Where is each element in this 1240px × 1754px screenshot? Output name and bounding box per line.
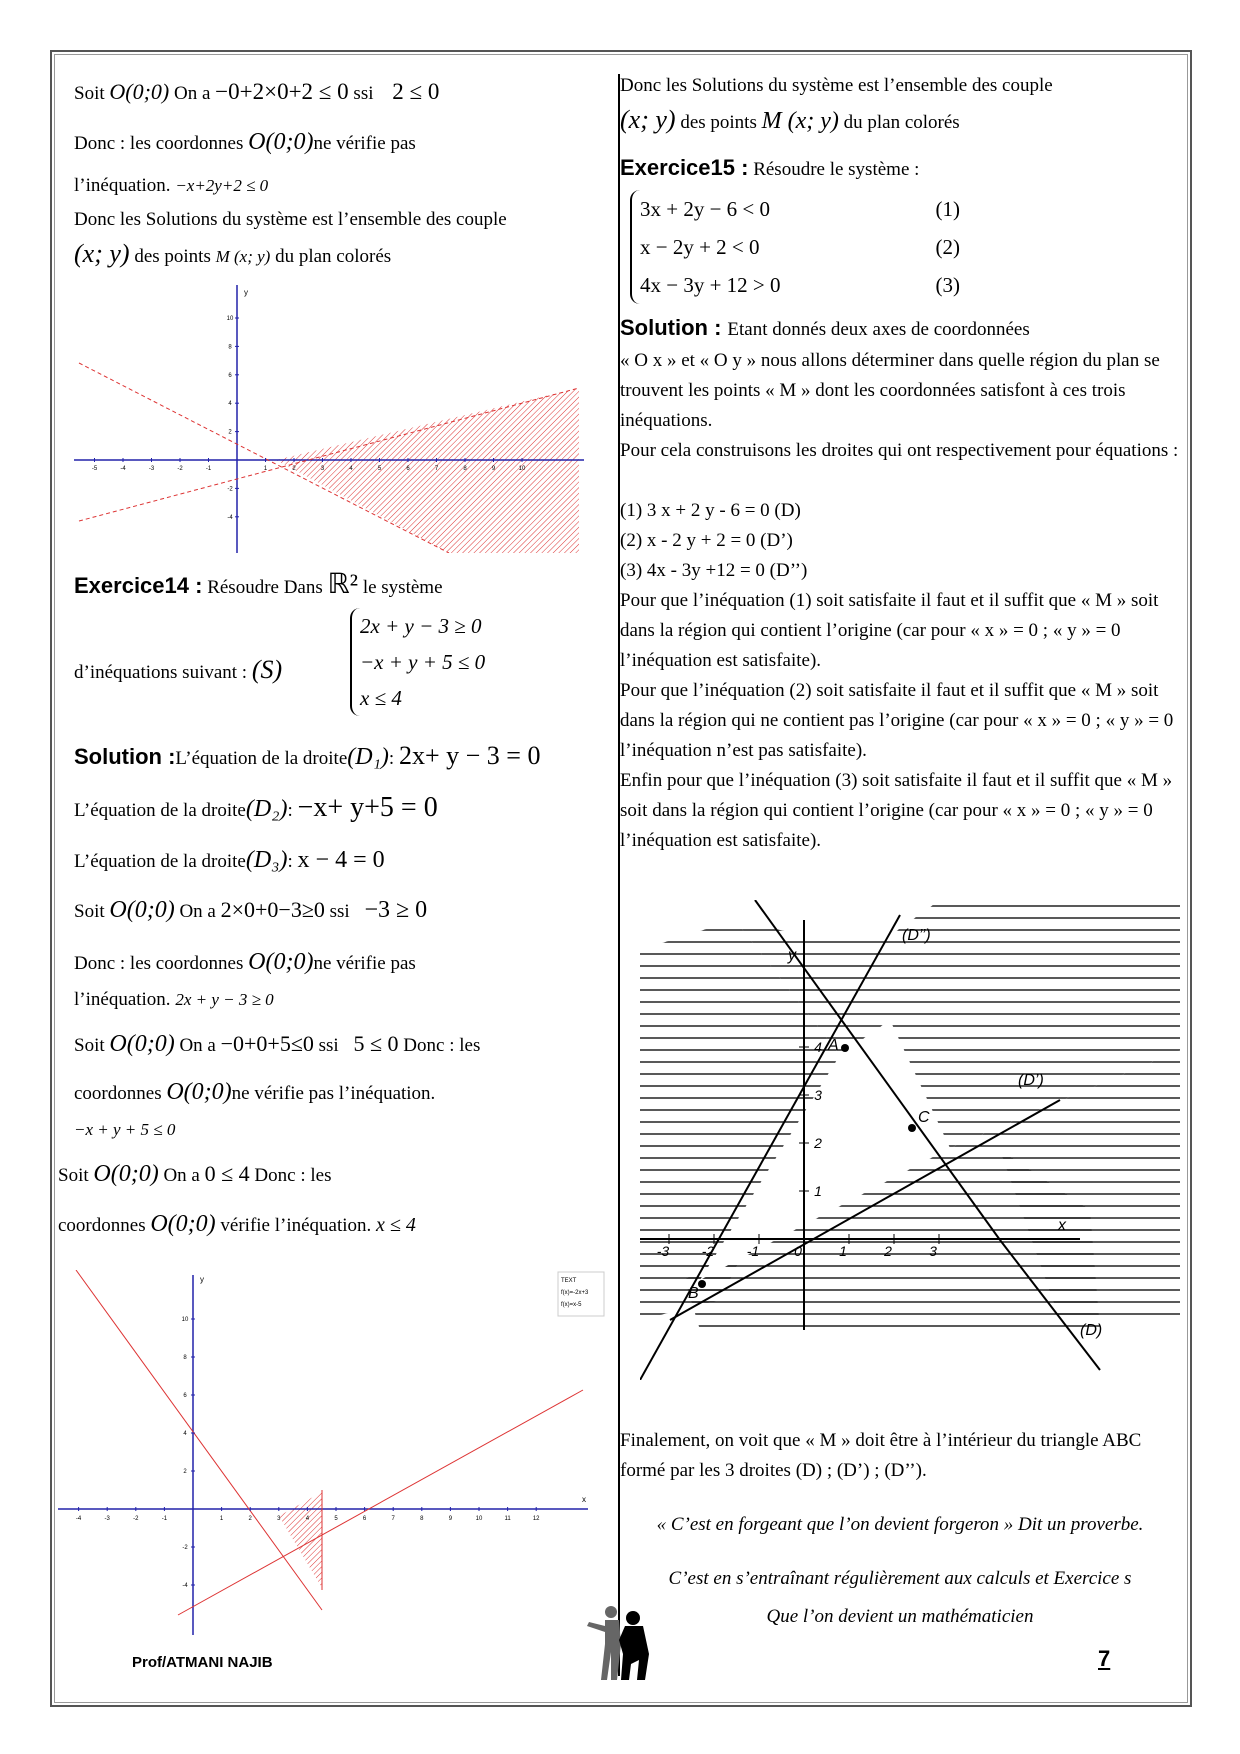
ex14-check2-ineq (74, 1118, 175, 1142)
page-number: 7 (1098, 1646, 1111, 1671)
math: −x + y + 5 ≤ 0 (74, 1120, 176, 1139)
text: On a (158, 1165, 205, 1186)
math: (S) (251, 655, 283, 684)
x-axis-label: x (1058, 1217, 1066, 1234)
x-tick-label: -4 (120, 466, 126, 472)
text: Donc : les coordonnes (74, 133, 249, 154)
final-conclusion: Finalement, on voit que « M » doit être à l’intérieur du triangle ABC formé par les 3 droites (D) ; (D’) ; (D’’). (620, 1430, 1142, 1481)
math: (x; y) (620, 105, 676, 134)
x-tick-label: -5 (91, 466, 98, 472)
solution-heading: Solution : (620, 315, 722, 340)
ex15-p2: Pour cela construisons les droites qui ont respectivement pour équations : (620, 440, 1179, 461)
solution-heading: Solution : (74, 744, 176, 769)
ex14-check2 (74, 1032, 480, 1058)
text: ssi (348, 83, 379, 104)
legend-item: TEXT (561, 1278, 577, 1284)
exercise-heading: Exercice14 : (74, 573, 203, 598)
system-num: (1) (935, 197, 960, 221)
text: L’équation de la droite (74, 800, 246, 821)
label-a: A (828, 1037, 839, 1054)
text: coordonnes (58, 1215, 151, 1236)
text: Donc : les coordonnes (74, 953, 249, 974)
text: ssi (313, 1035, 344, 1056)
y-tick-label: 10 (226, 316, 234, 322)
x-tick-label: 12 (532, 1516, 540, 1522)
math: 2x + y − 3 ≥ 0 (175, 990, 274, 1009)
silhouette-logo (585, 1604, 655, 1682)
quote-line1: « C’est en forgeant que l’on devient forgeron » Dit un proverbe. (656, 1514, 1144, 1535)
ex13-line1 (74, 80, 439, 106)
system-eq: 3x + 2y − 6 < 0 (640, 197, 771, 221)
ex14-system-label (74, 655, 283, 685)
ex14-sol-line1 (74, 741, 541, 771)
x-tick-label: -1 (161, 1516, 168, 1522)
text: ne vérifie pas l’inéquation. (231, 1083, 436, 1104)
math: O(0;0) (150, 1211, 216, 1237)
y-tick-label: -2 (227, 486, 233, 493)
y-tick-label: 6 (183, 1393, 187, 1399)
x-tick-label: 1 (219, 1516, 224, 1522)
ex13-right-line1: Donc les Solutions du système est l’ensemble des couple (620, 75, 1053, 96)
ex13-line2 (74, 130, 416, 156)
ex14-check1-conc (74, 950, 416, 976)
math: (D₁) (347, 744, 389, 770)
x-tick-label: 9 (491, 466, 496, 472)
x-tick-label: 7 (391, 1516, 395, 1522)
x-tick-label: -1 (205, 466, 212, 472)
math: O(0;0) (109, 1031, 175, 1057)
x-tick-label: 2 (292, 466, 296, 472)
ex13-line3 (74, 174, 268, 198)
y-tick-label: 6 (228, 372, 232, 379)
ex15-solution-line (620, 316, 1030, 342)
text: Soit (74, 901, 110, 922)
legend-item: f(x)=-2x+3 (561, 1290, 589, 1296)
x-tick-label: 2 (248, 1516, 252, 1522)
ex14-check2-conc (74, 1080, 435, 1106)
ex14-check1 (74, 898, 427, 924)
y-tick-label: 4 (228, 401, 232, 408)
label-b: B (688, 1285, 699, 1302)
y-tick-label: 2 (183, 1469, 187, 1475)
math: −x+ y+5 = 0 (297, 792, 438, 823)
ex13-line5 (74, 239, 392, 269)
math: −0+0+5≤0 (220, 1031, 314, 1056)
ex15-system (630, 190, 960, 304)
x-tick-label: -2 (701, 1243, 715, 1259)
system-line: x ≤ 4 (360, 686, 402, 710)
text: Donc : les (249, 1165, 332, 1186)
y-tick-label: -4 (182, 1583, 188, 1589)
text: Résoudre Dans (202, 577, 328, 598)
solution-region (279, 1492, 322, 1588)
graph-ex13 (74, 285, 590, 553)
math: ℝ² (327, 569, 359, 600)
math: −x+2y+2 ≤ 0 (175, 176, 269, 195)
legend-item: f(x)=x-5 (561, 1302, 582, 1308)
text: ssi (324, 901, 355, 922)
text: Soit (74, 83, 110, 104)
x-tick-label: -4 (75, 1516, 82, 1522)
text: L’équation de la droite (74, 851, 246, 872)
quote-line2: C’est en s’entraînant régulièrement aux calculs et Exercice s (668, 1568, 1132, 1589)
ex13-line4: Donc les Solutions du système est l’ensemble des couple (74, 209, 507, 230)
ex14-sol-line2 (74, 792, 438, 823)
x-tick-label: 8 (463, 466, 467, 472)
system-line: −x + y + 5 ≤ 0 (360, 650, 486, 674)
x-tick-label: 8 (420, 1516, 424, 1522)
x-tick-label: -2 (133, 1516, 139, 1522)
x-tick-label: 5 (334, 1516, 338, 1522)
ex15-p3: Pour que l’inéquation (1) soit satisfaite il faut et il suffit que « M » soit dans la région qui contient l’origine (car pour « x » = 0 ; « y » = 0 l’inéquation est satisfaite). (620, 590, 1159, 671)
ex15-eq2: (2) x - 2 y + 2 = 0 (D’) (620, 530, 793, 551)
y-tick-label: 2 (814, 1135, 822, 1151)
math: x − 4 = 0 (297, 847, 385, 873)
x-tick-label: 11 (504, 1516, 511, 1522)
x-tick-label: -2 (177, 466, 183, 472)
y-tick-label: 1 (814, 1183, 822, 1199)
y-tick-label: 3 (814, 1087, 822, 1103)
text: l’inéquation. (74, 175, 176, 196)
text: : (287, 800, 298, 821)
x-tick-label: 5 (377, 466, 382, 472)
x-tick-label: 1 (263, 466, 268, 472)
math: O(0;0) (248, 129, 314, 155)
x-tick-label: -3 (148, 466, 155, 472)
text: des points (129, 246, 216, 267)
text: du plan colorés (270, 246, 392, 267)
x-tick-label: 4 (305, 1516, 310, 1522)
text: Soit (74, 1035, 110, 1056)
ex14-check3 (58, 1162, 331, 1188)
math: −3 ≥ 0 (364, 897, 428, 923)
y-tick-label: 2 (228, 429, 232, 436)
x-tick-label: 0 (794, 1243, 802, 1259)
y-tick-label: 4 (183, 1431, 187, 1437)
text: On a (174, 901, 221, 922)
system-num: (2) (935, 235, 960, 259)
y-tick-label: -2 (182, 1545, 188, 1551)
ex13-right-line2 (620, 105, 960, 135)
exercise-heading: Exercice15 : (620, 155, 749, 180)
ex14-system (350, 608, 485, 716)
math: x ≤ 4 (376, 1214, 416, 1236)
x-tick-label: -1 (746, 1243, 760, 1259)
ex15-eq1: (1) 3 x + 2 y - 6 = 0 (D) (620, 500, 801, 521)
math: (D₂) (245, 796, 288, 822)
line-d1 (76, 1270, 322, 1610)
y-tick-label: 10 (181, 1317, 189, 1323)
text: On a (169, 83, 216, 104)
math: M (x; y) (215, 247, 271, 266)
text: le système (358, 577, 443, 598)
math: O(0;0) (109, 897, 175, 923)
y-axis-label: y (788, 947, 796, 964)
ex14-check3-conc (58, 1212, 416, 1238)
x-axis-label: x (582, 1495, 586, 1504)
y-tick-label: 8 (183, 1355, 187, 1361)
label-d-prime: (D’) (1018, 1072, 1044, 1089)
ex15-p1: « O x » et « O y » nous allons déterminer dans quelle région du plan se trouvent les points « M » dont les coordonnées satisfont à ces trois inéquations. (620, 350, 1160, 431)
text: ne vérifie pas (313, 953, 416, 974)
text: du plan colorés (838, 112, 960, 133)
point-b (698, 1280, 706, 1288)
x-tick-label: 10 (518, 466, 526, 472)
text: vérifie l’inéquation. (215, 1215, 377, 1236)
text: On a (174, 1035, 221, 1056)
text: L’équation de la droite (175, 748, 348, 769)
y-tick-label: 8 (228, 344, 232, 351)
system-row (640, 266, 960, 304)
x-tick-label: 3 (320, 466, 325, 472)
math: (D₃) (245, 847, 288, 873)
math: (x; y) (74, 239, 130, 268)
system-row (640, 228, 960, 266)
math: 2 ≤ 0 (392, 79, 440, 104)
text: : (287, 851, 298, 872)
text: coordonnes (74, 1083, 167, 1104)
y-tick-label: -4 (227, 514, 233, 521)
text: des points (675, 112, 762, 133)
x-tick-label: 9 (448, 1516, 453, 1522)
math: 5 ≤ 0 (353, 1031, 399, 1056)
ex14-sol-line3 (74, 848, 385, 874)
graph-ex14 (58, 1270, 606, 1640)
y-tick-label: 4 (814, 1039, 822, 1055)
text: Donc : les (398, 1035, 481, 1056)
math: O(0;0) (248, 949, 314, 975)
text: l’inéquation. (74, 989, 176, 1010)
math: −0+2×0+2 ≤ 0 (215, 79, 349, 104)
text: Résoudre le système : (748, 159, 920, 180)
ex15-p5: Enfin pour que l’inéquation (3) soit satisfaite il faut et il suffit que « M » soit dans la région qui contient l’origine (car pour « x » = 0 ; « y » = 0 l’inéquation est satisfaite). (620, 770, 1173, 851)
ex14-check1-ineq (74, 988, 274, 1012)
x-tick-label: 6 (362, 1516, 367, 1522)
label-c: C (918, 1109, 930, 1126)
label-d-second: (D’’) (902, 927, 931, 944)
x-tick-label: 10 (475, 1516, 483, 1522)
point-c (908, 1124, 916, 1132)
system-eq: 4x − 3y + 12 > 0 (640, 273, 781, 297)
system-line: 2x + y − 3 ≥ 0 (360, 614, 482, 638)
point-a (841, 1044, 849, 1052)
quote-line3: Que l’on devient un mathématicien (766, 1606, 1034, 1627)
label-d: (D) (1080, 1322, 1103, 1339)
system-num: (3) (935, 273, 960, 297)
text: : (388, 748, 399, 769)
ex15-eq3: (3) 4x - 3y +12 = 0 (D’’) (620, 560, 808, 581)
x-tick-label: 3 (277, 1516, 281, 1522)
text: Soit (58, 1165, 94, 1186)
x-tick-label: 6 (406, 466, 410, 472)
math: 2x+ y − 3 = 0 (398, 741, 541, 770)
x-tick-label: 2 (884, 1243, 892, 1259)
text: ne vérifie pas (313, 133, 416, 154)
y-axis-label: y (244, 288, 248, 297)
math: O(0;0) (109, 79, 170, 104)
graph-ex15 (640, 900, 1180, 1380)
x-tick-label: -3 (656, 1243, 670, 1259)
system-row (640, 190, 960, 228)
math: 2×0+0−3≥0 (220, 897, 325, 922)
math: O(0;0) (93, 1161, 159, 1187)
x-tick-label: 3 (929, 1243, 937, 1259)
y-axis-label: y (200, 1275, 204, 1284)
math: M (x; y) (761, 108, 839, 134)
math: 0 ≤ 4 (204, 1161, 250, 1186)
footer-author: Prof/ATMANI NAJIB (132, 1654, 273, 1671)
system-eq: x − 2y + 2 < 0 (640, 235, 760, 259)
ex15-title-line (620, 156, 919, 182)
text: Etant donnés deux axes de coordonnées (727, 319, 1030, 340)
x-tick-label: 4 (349, 466, 353, 472)
x-tick-label: 7 (434, 466, 439, 472)
ex15-p4: Pour que l’inéquation (2) soit satisfaite il faut et il suffit que « M » soit dans la région qui ne contient pas l’origine (car pour « x » = 0 ; « y » = 0 l’inéquation n’est pas satisfaite). (620, 680, 1174, 761)
line-d2 (178, 1390, 583, 1615)
text: d’inéquations suivant : (74, 662, 252, 683)
x-tick-label: 1 (839, 1243, 847, 1259)
ex14-title-line (74, 569, 443, 600)
math: O(0;0) (166, 1079, 232, 1105)
x-tick-label: -3 (104, 1516, 110, 1522)
